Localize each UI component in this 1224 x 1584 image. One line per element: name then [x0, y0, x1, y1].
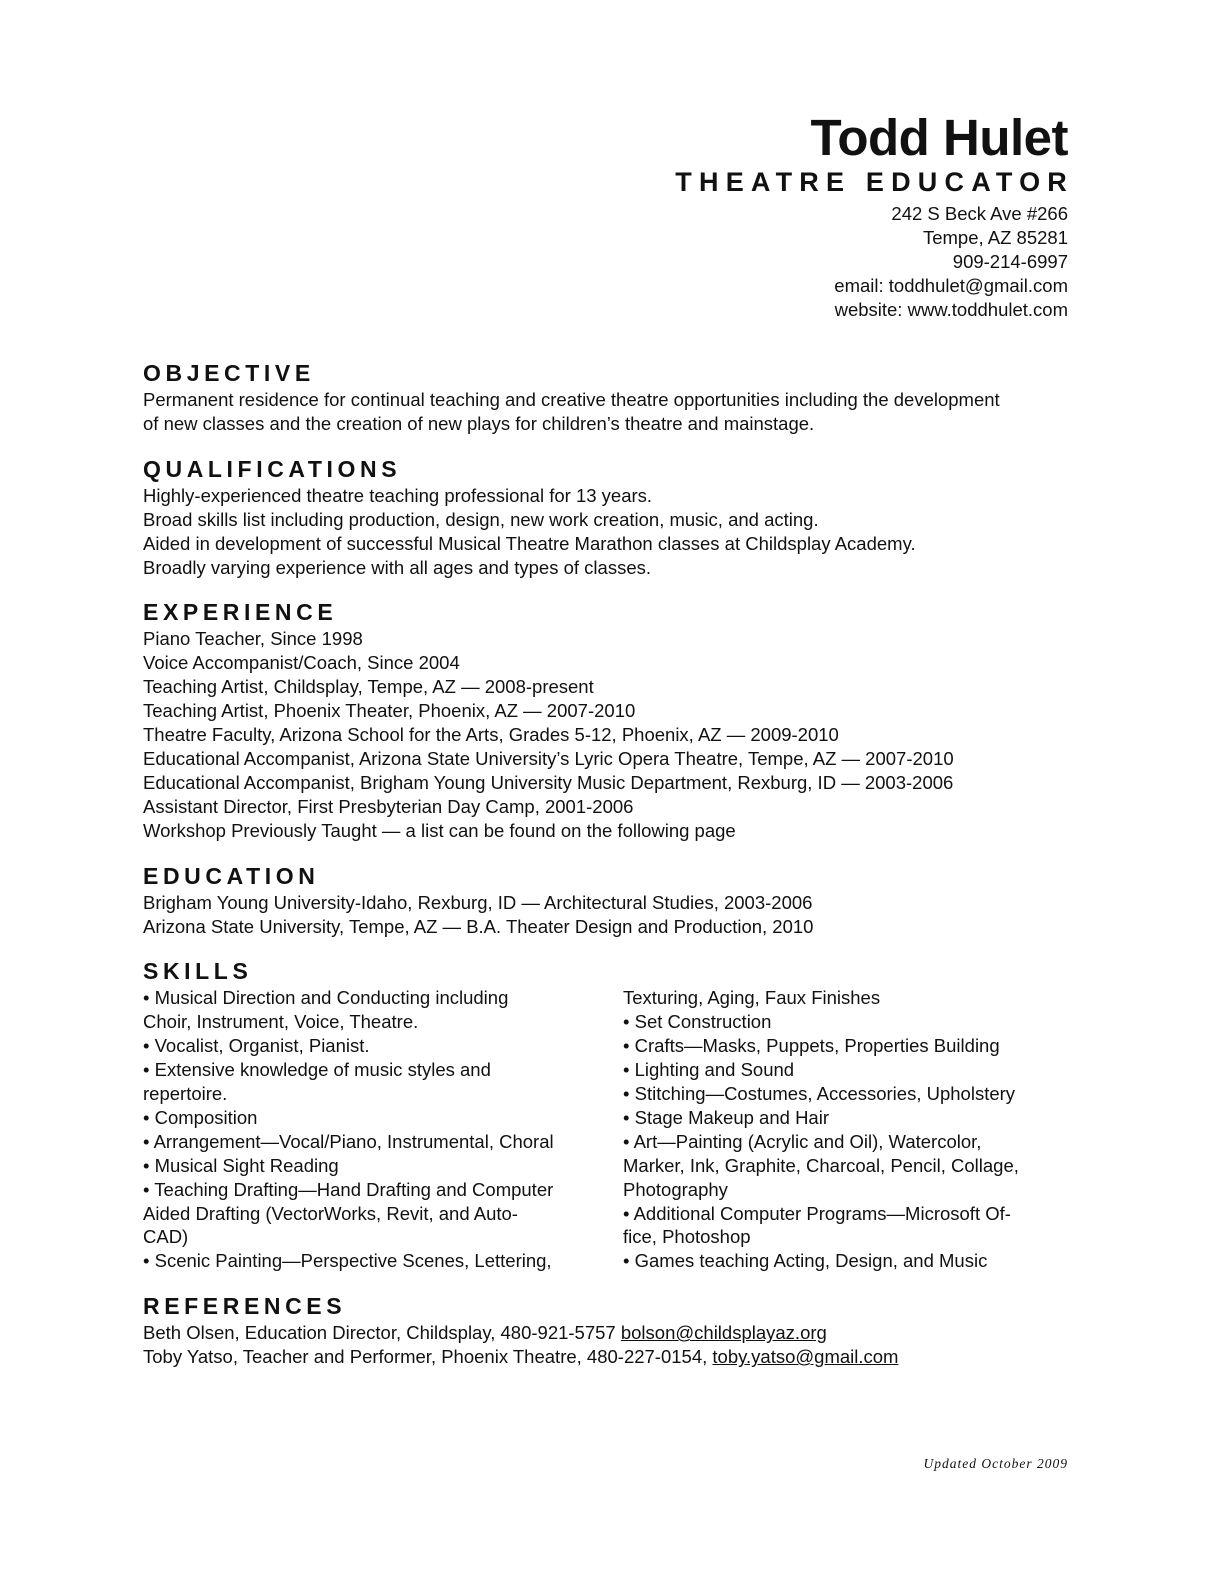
- experience-line: Teaching Artist, Childsplay, Tempe, AZ — 2008-present: [143, 676, 594, 698]
- skill-line: Aided Drafting (VectorWorks, Revit, and Auto-: [143, 1202, 518, 1224]
- section-heading: EDUCATION: [143, 862, 320, 889]
- skill-line: • Musical Sight Reading: [143, 1154, 339, 1176]
- qualification-line: Highly-experienced theatre teaching professional for 13 years.: [143, 484, 653, 506]
- reference-details: Toby Yatso, Teacher and Performer, Phoenix Theatre, 480-227-0154,: [143, 1346, 713, 1368]
- section-heading: QUALIFICATIONS: [143, 455, 402, 482]
- address-line-2: Tempe, AZ 85281: [922, 227, 1068, 248]
- qualification-line: Aided in development of successful Musical Theatre Marathon classes at Childsplay Academy.: [143, 532, 916, 554]
- updated-date-note: Updated October 2009: [923, 1456, 1068, 1471]
- skill-line: Texturing, Aging, Faux Finishes: [623, 987, 881, 1009]
- email-address: email: toddhulet@gmail.com: [834, 275, 1068, 296]
- experience-section: [143, 597, 1073, 842]
- skills-section: [143, 956, 1073, 1273]
- skill-line: Marker, Ink, Graphite, Charcoal, Pencil, Collage,: [623, 1154, 1019, 1176]
- education-line: Brigham Young University-Idaho, Rexburg, ID — Architectural Studies, 2003-2006: [143, 891, 813, 913]
- experience-line: Voice Accompanist/Coach, Since 2004: [143, 652, 460, 674]
- skill-line: CAD): [143, 1226, 189, 1248]
- website-address: website: www.toddhulet.com: [834, 299, 1068, 320]
- section-heading: REFERENCES: [143, 1293, 347, 1320]
- skill-line: • Stitching—Costumes, Accessories, Upholstery: [623, 1083, 1016, 1105]
- skill-line: • Additional Computer Programs—Microsoft Of-: [623, 1202, 1011, 1224]
- skill-line: • Teaching Drafting—Hand Drafting and Computer: [143, 1178, 554, 1200]
- skill-line: • Lighting and Sound: [623, 1059, 795, 1081]
- resume-header: [675, 108, 1074, 322]
- candidate-role: THEATRE EDUCATOR: [675, 167, 1074, 197]
- reference-email-link[interactable]: toby.yatso@gmail.com: [712, 1346, 899, 1368]
- reference-email-link[interactable]: bolson@childsplayaz.org: [620, 1322, 827, 1344]
- skill-line: • Arrangement—Vocal/Piano, Instrumental, Choral: [143, 1130, 554, 1152]
- education-section: [143, 861, 1073, 939]
- objective-line: of new classes and the creation of new plays for children’s theatre and mainstage.: [143, 412, 815, 434]
- experience-line: Educational Accompanist, Brigham Young University Music Department, Rexburg, ID — 2003-2006: [143, 771, 954, 793]
- skill-line: Choir, Instrument, Voice, Theatre.: [143, 1011, 419, 1033]
- skill-line: fice, Photoshop: [623, 1226, 751, 1248]
- objective-line: Permanent residence for continual teaching and creative theatre opportunities including the development: [143, 389, 1000, 410]
- contact-block: [675, 202, 1068, 322]
- address-line-1: 242 S Beck Ave #266: [891, 203, 1068, 224]
- experience-line: Theatre Faculty, Arizona School for the Arts, Grades 5-12, Phoenix, AZ — 2009-2010: [143, 724, 839, 746]
- skills-left-column: [143, 986, 623, 1273]
- objective-section: [143, 358, 1073, 436]
- education-line: Arizona State University, Tempe, AZ — B.A. Theater Design and Production, 2010: [143, 915, 814, 937]
- references-section: [143, 1291, 1073, 1369]
- skill-line: • Set Construction: [623, 1011, 772, 1033]
- section-heading: OBJECTIVE: [143, 360, 315, 386]
- candidate-name: Todd Hulet: [810, 109, 1068, 166]
- section-heading: SKILLS: [143, 958, 253, 985]
- reference-line: [143, 1345, 1073, 1369]
- qualification-line: Broadly varying experience with all ages and types of classes.: [143, 556, 651, 578]
- experience-line: Piano Teacher, Since 1998: [143, 628, 363, 650]
- reference-details: Beth Olsen, Education Director, Childsplay, 480-921-5757: [143, 1322, 621, 1344]
- experience-line: Educational Accompanist, Arizona State University’s Lyric Opera Theatre, Tempe, AZ — 2007-2010: [143, 747, 954, 769]
- experience-line: Assistant Director, First Presbyterian Day Camp, 2001-2006: [143, 795, 634, 817]
- skills-columns: [143, 986, 1073, 1273]
- skills-right-column: [623, 986, 1073, 1273]
- skill-line: • Vocalist, Organist, Pianist.: [143, 1035, 370, 1057]
- skill-line: • Stage Makeup and Hair: [623, 1106, 829, 1128]
- skill-line: • Crafts—Masks, Puppets, Properties Building: [623, 1035, 1000, 1057]
- skill-line: Photography: [623, 1178, 728, 1200]
- experience-line: Teaching Artist, Phoenix Theater, Phoenix, AZ — 2007-2010: [143, 700, 636, 722]
- skill-line: • Extensive knowledge of music styles and: [143, 1059, 491, 1081]
- reference-line: [143, 1321, 1073, 1345]
- skill-line: repertoire.: [143, 1083, 228, 1105]
- skill-line: • Art—Painting (Acrylic and Oil), Watercolor,: [623, 1130, 982, 1152]
- skill-line: • Musical Direction and Conducting including: [143, 987, 509, 1009]
- skill-line: • Composition: [143, 1106, 258, 1128]
- skill-line: • Games teaching Acting, Design, and Music: [623, 1250, 988, 1272]
- phone-number: 909-214-6997: [952, 251, 1068, 272]
- skill-line: • Scenic Painting—Perspective Scenes, Lettering,: [143, 1250, 552, 1272]
- section-heading: EXPERIENCE: [143, 599, 338, 626]
- qualification-line: Broad skills list including production, design, new work creation, music, and acting.: [143, 508, 819, 530]
- qualifications-section: [143, 454, 1073, 580]
- experience-line: Workshop Previously Taught — a list can be found on the following page: [143, 819, 736, 841]
- resume-body: [143, 358, 1073, 1387]
